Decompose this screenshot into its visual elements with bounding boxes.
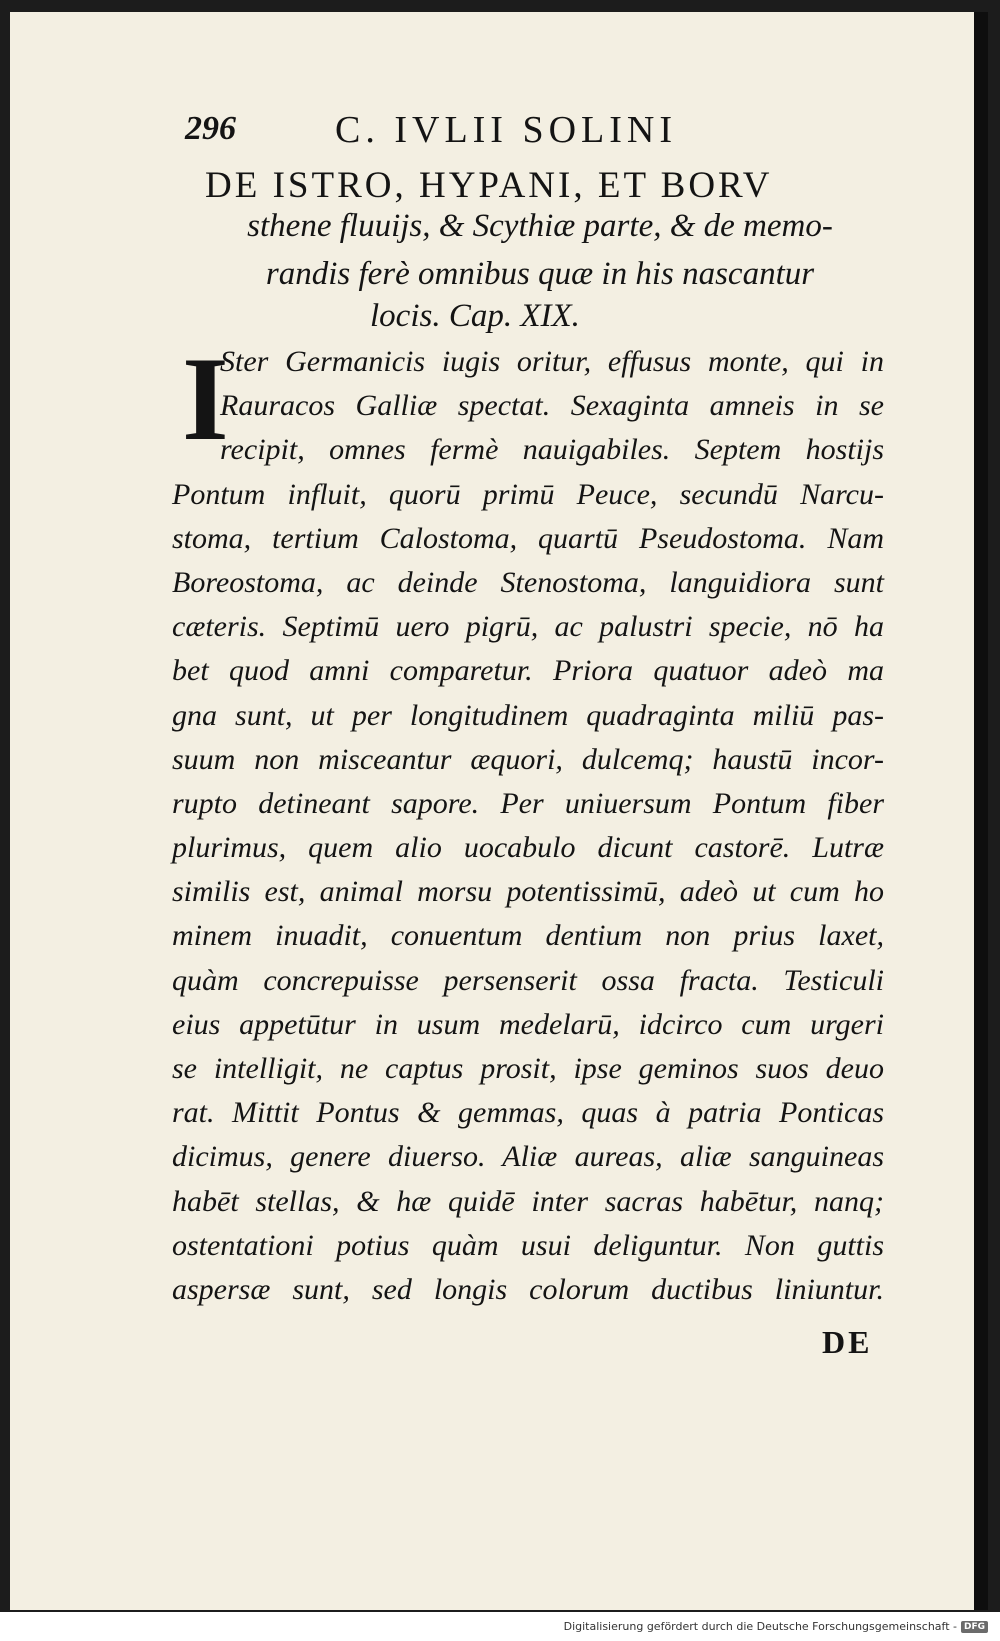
body-line: Ster Germanicis iugis oritur, effusus monte, qui in <box>220 345 884 378</box>
funding-credit: Digitalisierung gefördert durch die Deutsche Forschungsgemeinschaft - <box>563 1620 957 1633</box>
chapter-subheading-line: sthene fluuijs, & Scythiæ parte, & de memo- <box>247 208 833 244</box>
body-line: Boreostoma, ac deinde Stenostoma, languidiora sunt <box>172 565 884 599</box>
body-line: suum non misceantur æquori, dulcemq; haustū incor- <box>172 742 884 776</box>
body-text <box>172 332 884 1312</box>
chapter-subheading-line: randis ferè omnibus quæ in his nascantur <box>265 256 815 292</box>
running-title: C. IVLII SOLINI <box>335 109 678 151</box>
body-line: Rauracos Galliæ spectat. Sexaginta amneis in se <box>220 389 884 423</box>
chapter-subheading-line: locis. Cap. XIX. <box>370 298 580 334</box>
drop-initial: I <box>182 332 229 465</box>
dfg-logo: DFG <box>961 1621 988 1633</box>
running-head <box>175 104 875 156</box>
body-line: bet quod amni comparetur. Priora quatuor adeò ma <box>172 654 884 688</box>
body-line: aspersæ sunt, sed longis colorum ductibus liniuntur. <box>172 1272 884 1306</box>
catchword: DE <box>822 1324 873 1360</box>
body-line: plurimus, quem alio uocabulo dicunt castorē. Lutræ <box>172 831 884 865</box>
body-line: ostentationi potius quàm usui deliguntur. Non guttis <box>172 1228 884 1262</box>
body-line: similis est, animal morsu potentissimū, adeò ut cum ho <box>172 875 884 909</box>
page-number: 296 <box>185 110 236 147</box>
body-line: minem inuadit, conuentum dentium non prius laxet, <box>172 919 884 953</box>
body-line: Pontum influit, quorū primū Peuce, secundū Narcu- <box>172 477 884 511</box>
body-line: recipit, omnes fermè nauigabiles. Septem hostijs <box>220 433 884 467</box>
body-line: habēt stellas, & hæ quidē inter sacras habētur, nanq; <box>172 1184 884 1218</box>
body-line: gna sunt, ut per longitudinem quadraginta miliū pas- <box>172 698 884 732</box>
chapter-heading: DE ISTRO, HYPANI, ET BORV <box>205 165 773 206</box>
body-line: eius appetūtur in usum medelarū, idcirco cum urgeri <box>172 1007 884 1041</box>
digitization-footer <box>564 1620 988 1633</box>
body-line: rupto detineant sapore. Per uniuersum Pontum fiber <box>172 786 884 820</box>
body-line: cæteris. Septimū uero pigrū, ac palustri specie, nō ha <box>172 610 884 644</box>
body-line: rat. Mittit Pontus & gemmas, quas à patria Ponticas <box>172 1096 884 1130</box>
body-line: stoma, tertium Calostoma, quartū Pseudostoma. Nam <box>172 521 884 555</box>
body-line: quàm concrepuisse persenserit ossa fracta. Testiculi <box>172 963 884 997</box>
body-line: se intelligit, ne captus prosit, ipse geminos suos deuo <box>172 1052 884 1085</box>
book-page <box>10 12 988 1610</box>
body-line: dicimus, genere diuerso. Aliæ aureas, aliæ sanguineas <box>172 1140 884 1174</box>
